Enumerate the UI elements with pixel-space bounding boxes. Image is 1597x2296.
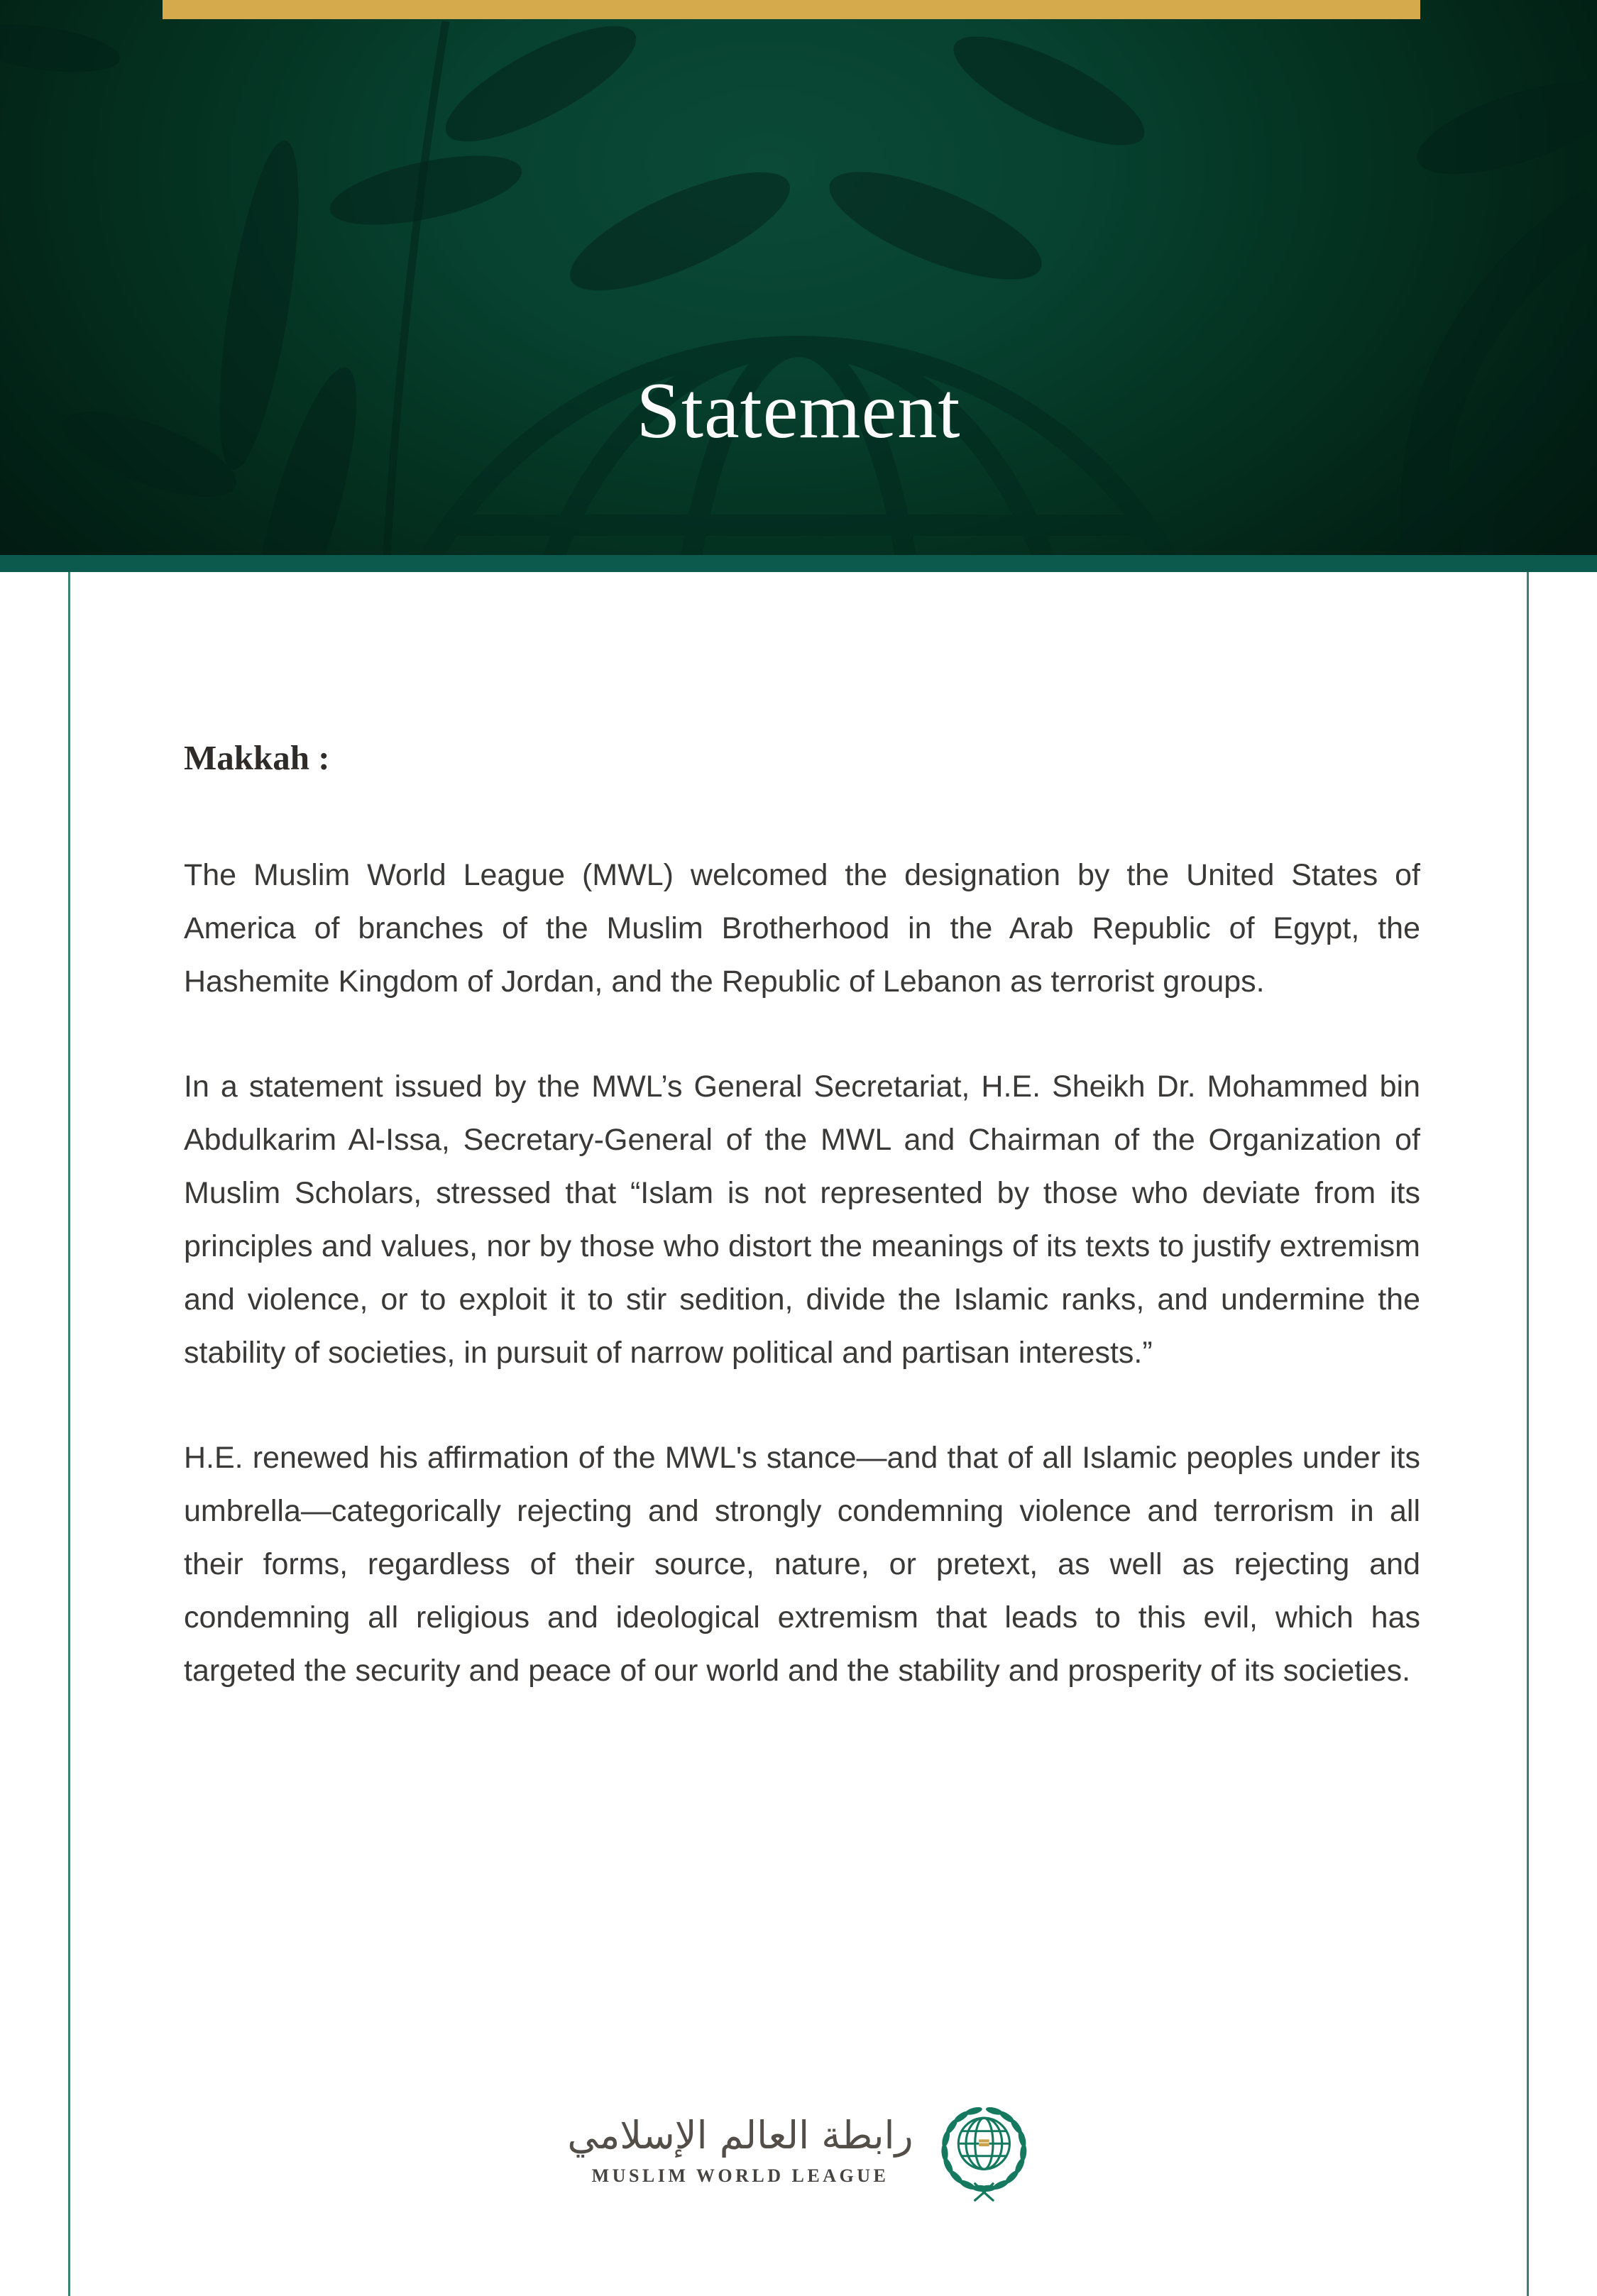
mwl-logo-text-block: [567, 2113, 913, 2187]
right-border-rule: [1527, 572, 1529, 2296]
header-banner: [0, 0, 1597, 555]
laurel-globe-background-art: [0, 0, 1597, 555]
globe-laurel-wreath-emblem-icon: [939, 2095, 1030, 2204]
statement-paragraph-3: H.E. renewed his affirmation of the MWL's stance—and that of all Islamic peoples under its umbrella—categorically rejecting and strongly condemning violence and terrorism in all their forms, regardless of their source, nature, or pretext, as well as rejecting and condemning all religious and ideological extremism that leads to this evil, which has targeted the security and peace of our world and the stability and prosperity of its societies.: [184, 1441, 1420, 1688]
teal-divider-band: [0, 555, 1597, 572]
left-border-rule: [68, 572, 70, 2296]
page-title: Statement: [636, 367, 961, 455]
statement-body: [184, 738, 1420, 1698]
mwl-arabic-calligraphy: رابطة العالم الإسلامي: [567, 2112, 913, 2158]
statement-paragraph-1: The Muslim World League (MWL) welcomed the designation by the United States of America of branches of the Muslim Brotherhood in the Arab Republic of Egypt, the Hashemite Kingdom of Jordan, and the Republic of Lebanon as terrorist groups.: [184, 858, 1420, 999]
location-heading: Makkah :: [184, 738, 330, 777]
mwl-logo: [567, 2095, 1029, 2204]
gold-accent-bar: [163, 0, 1420, 19]
mwl-wordmark: MUSLIM WORLD LEAGUE: [591, 2165, 889, 2187]
statement-paragraph-2: In a statement issued by the MWL’s General Secretariat, H.E. Sheikh Dr. Mohammed bin Abdulkarim Al-Issa, Secretary-General of the MWL and Chairman of the Organization of Muslim Scholars, stressed that “Islam is not represented by those who deviate from its principles and values, nor by those who distort the meanings of its texts to justify extremism and violence, or to exploit it to stir sedition, divide the Islamic ranks, and undermine the stability of societies, in pursuit of narrow political and partisan interests.”: [184, 1070, 1420, 1371]
